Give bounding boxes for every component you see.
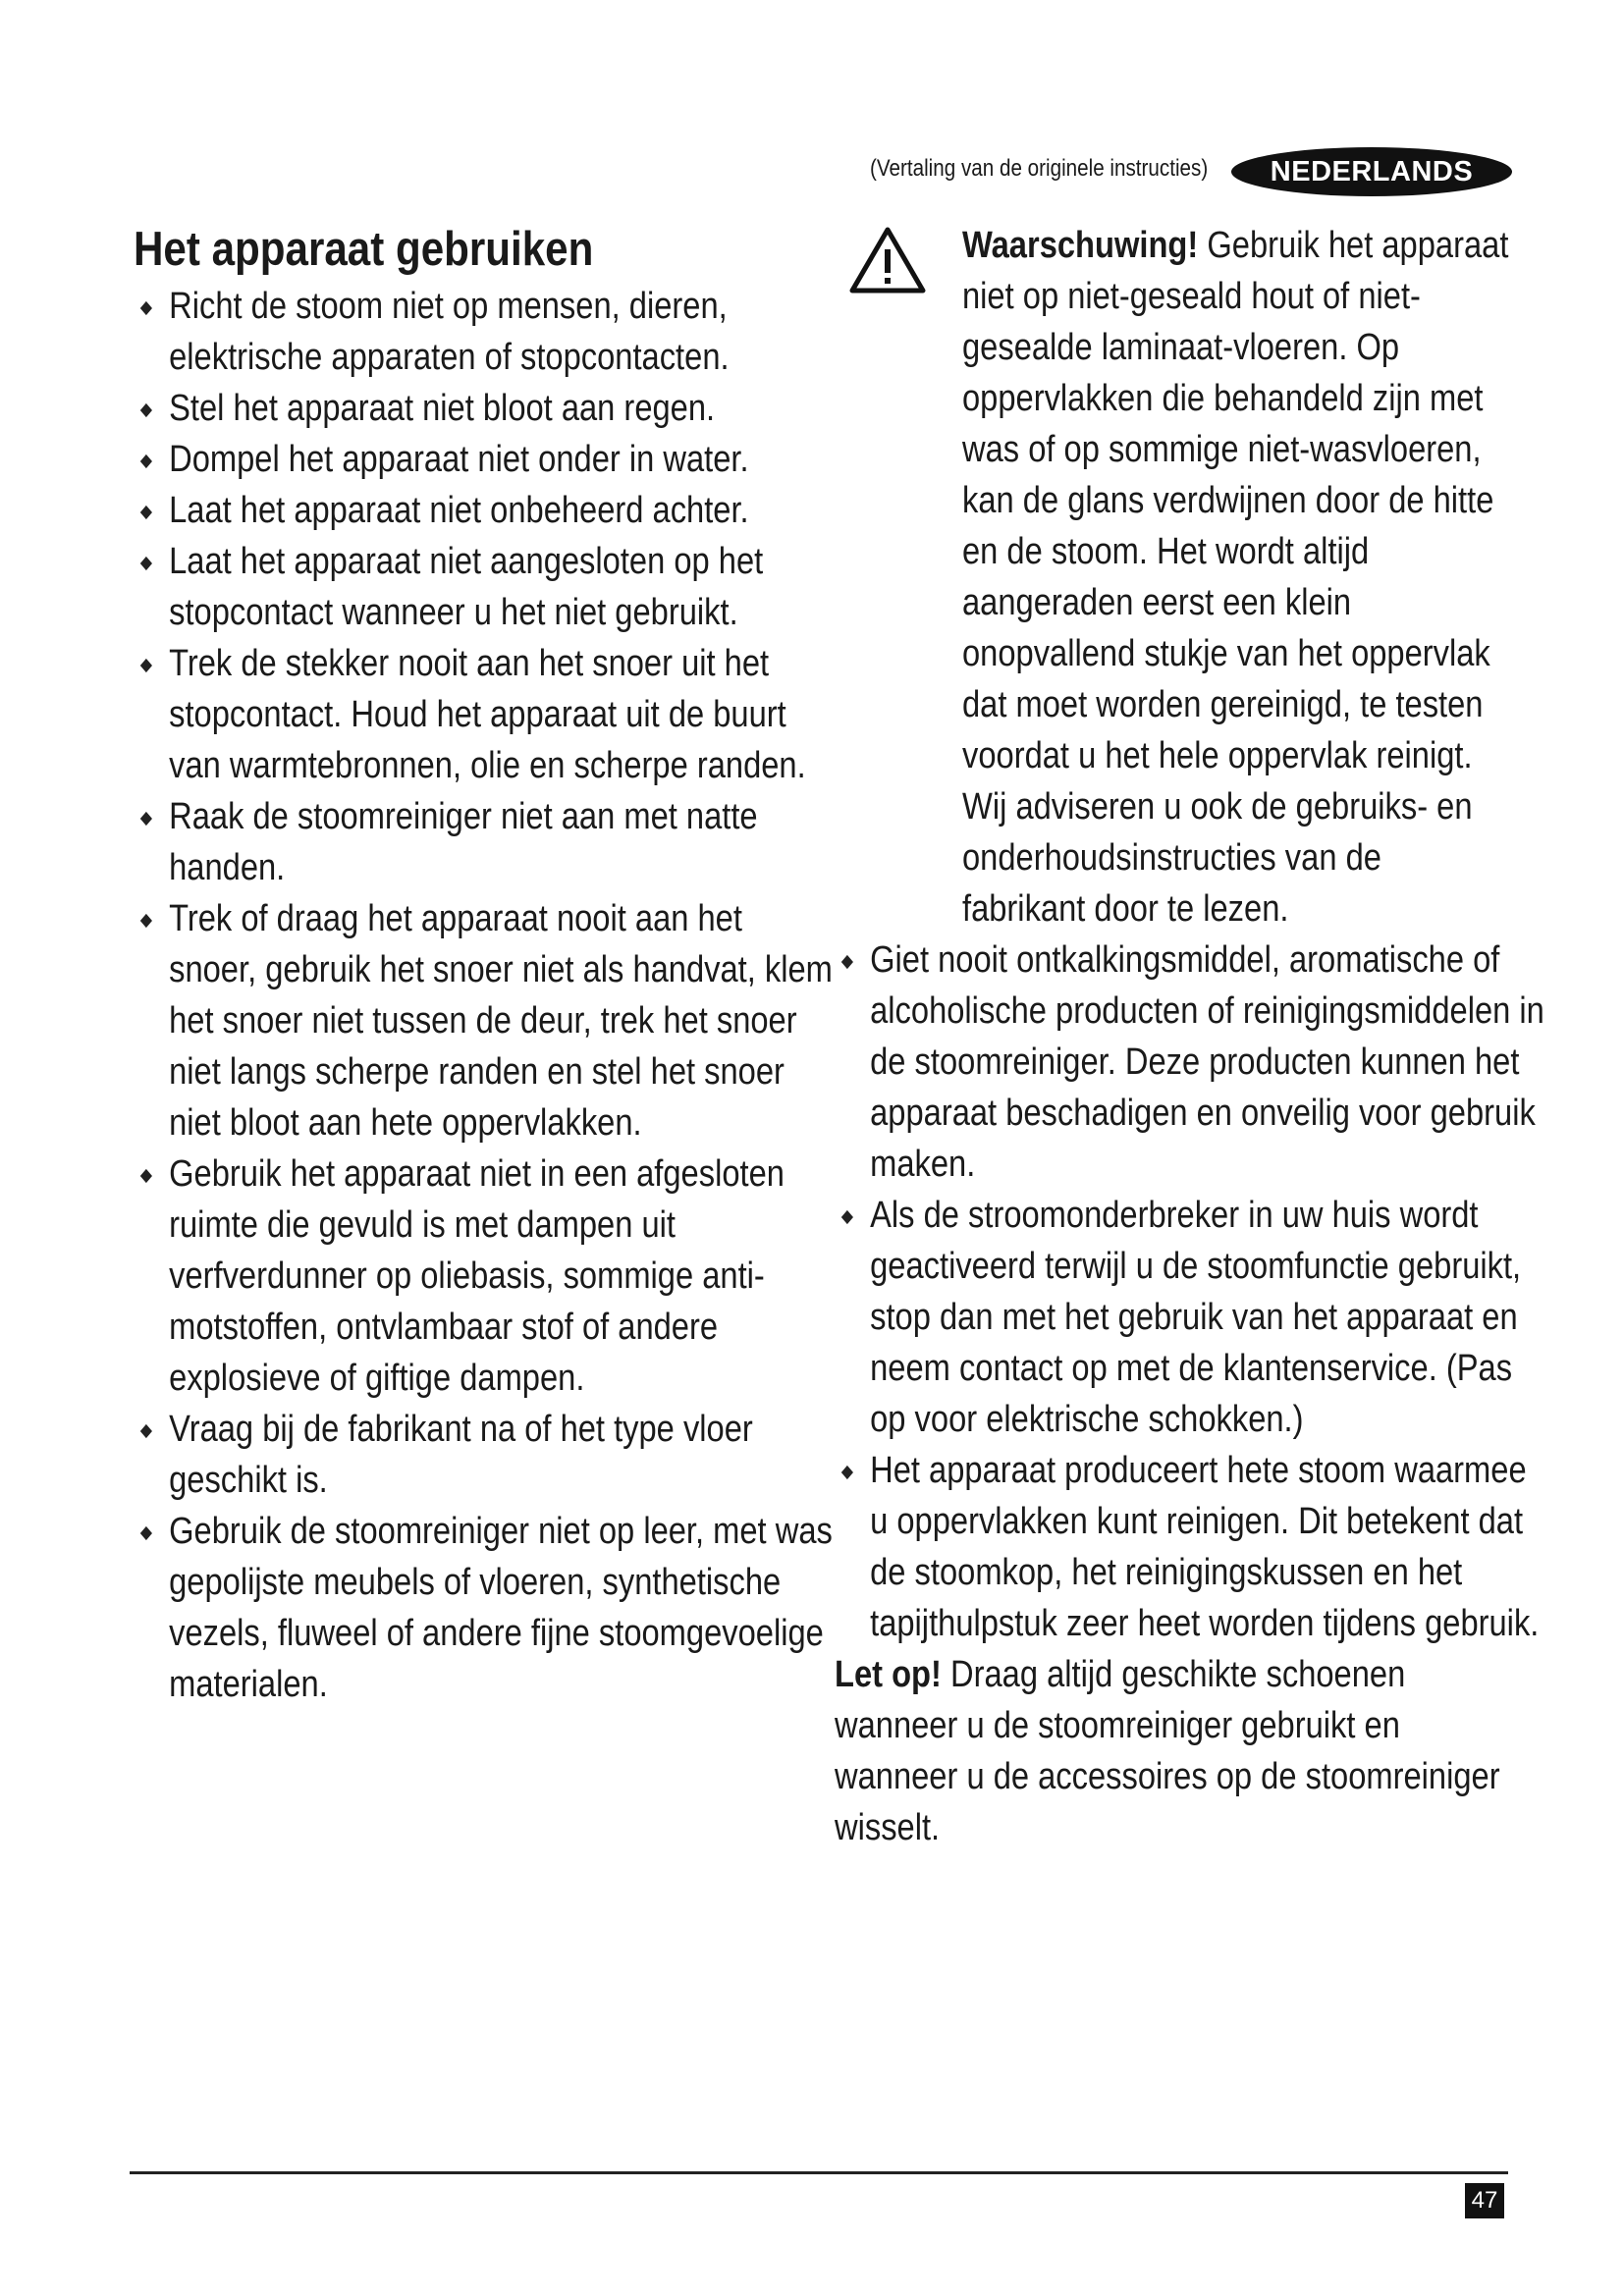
- footer-divider: [130, 2171, 1508, 2174]
- list-item: Raak de stoomreiniger niet aan met natte handen.: [134, 791, 835, 893]
- list-item: Richt de stoom niet op mensen, dieren, elektrische apparaten of stopcontacten.: [134, 281, 835, 383]
- list-item: Stel het apparaat niet bloot aan regen.: [134, 383, 835, 434]
- warning-text: [962, 220, 1511, 934]
- note-label: Let op!: [835, 1654, 942, 1695]
- page-header: [785, 147, 1512, 196]
- list-item: Laat het apparaat niet onbeheerd achter.: [134, 485, 835, 536]
- list-item: Laat het apparaat niet aangesloten op het stopcontact wanneer u het niet gebruikt.: [134, 536, 835, 638]
- warning-block: [835, 220, 1512, 934]
- left-bullet-list: [134, 281, 833, 1710]
- list-item: Trek de stekker nooit aan het snoer uit het stopcontact. Houd het apparaat uit de buurt van warmtebronnen, olie en scherpe randen.: [134, 638, 835, 791]
- section-title: Het apparaat gebruiken: [134, 223, 594, 276]
- left-column: [134, 220, 833, 1710]
- page-number: 47: [1465, 2183, 1504, 2218]
- list-item: Gebruik het apparaat niet in een afgesloten ruimte die gevuld is met dampen uit verfverdunner op oliebasis, sommige anti-motstoffen, ontvlambaar stof of andere explosieve of giftige dampen.: [134, 1148, 835, 1404]
- language-badge: NEDERLANDS: [1231, 147, 1512, 196]
- right-bullet-list: [835, 934, 1544, 1649]
- list-item: Giet nooit ontkalkingsmiddel, aromatische of alcoholische producten of reinigingsmiddelen in de stoomreiniger. Deze producten kunnen het apparaat beschadigen en onveilig voor gebruik maken.: [835, 934, 1545, 1190]
- list-item: Het apparaat produceert hete stoom waarmee u oppervlakken kunt reinigen. Dit betekent dat de stoomkop, het reinigingskussen en het tapijthulpstuk zeer heet worden tijdens gebruik.: [835, 1445, 1545, 1649]
- translation-note: (Vertaling van de originele instructies): [869, 155, 1208, 182]
- right-column: [835, 220, 1544, 1853]
- list-item: Dompel het apparaat niet onder in water.: [134, 434, 835, 485]
- note-text: [835, 1649, 1510, 1853]
- warning-label: Waarschuwing!: [962, 225, 1199, 266]
- warning-triangle-icon: [848, 226, 927, 294]
- list-item: Trek of draag het apparaat nooit aan het snoer, gebruik het snoer niet als handvat, klem het snoer niet tussen de deur, trek het snoer niet langs scherpe randen en stel het snoer niet bloot aan hete oppervlakken.: [134, 893, 835, 1148]
- list-item: Als de stroomonderbreker in uw huis wordt geactiveerd terwijl u de stoomfunctie gebruikt, stop dan met het gebruik van het apparaat en neem contact op met de klantenservice. (Pas op voor elektrische schokken.): [835, 1190, 1545, 1445]
- note-body: Draag altijd geschikte schoenen wanneer u de stoomreiniger gebruikt en wanneer u de accessoires op de stoomreiniger wisselt.: [835, 1654, 1500, 1848]
- list-item: Gebruik de stoomreiniger niet op leer, met was gepolijste meubels of vloeren, synthetische vezels, fluweel of andere fijne stoomgevoelige materialen.: [134, 1506, 835, 1710]
- warning-body: Gebruik het apparaat niet op niet-geseald hout of niet-gesealde laminaat-vloeren. Op oppervlakken die behandeld zijn met was of op sommige niet-wasvloeren, kan de glans verdwijnen door de hitte en de stoom. Het wordt altijd aangeraden eerst een klein onopvallend stukje van het oppervlak dat moet worden gereinigd, te testen voordat u het hele oppervlak reinigt. Wij adviseren u ook de gebruiks- en onderhoudsinstructies van de fabrikant door te lezen.: [962, 225, 1509, 930]
- list-item: Vraag bij de fabrikant na of het type vloer geschikt is.: [134, 1404, 835, 1506]
